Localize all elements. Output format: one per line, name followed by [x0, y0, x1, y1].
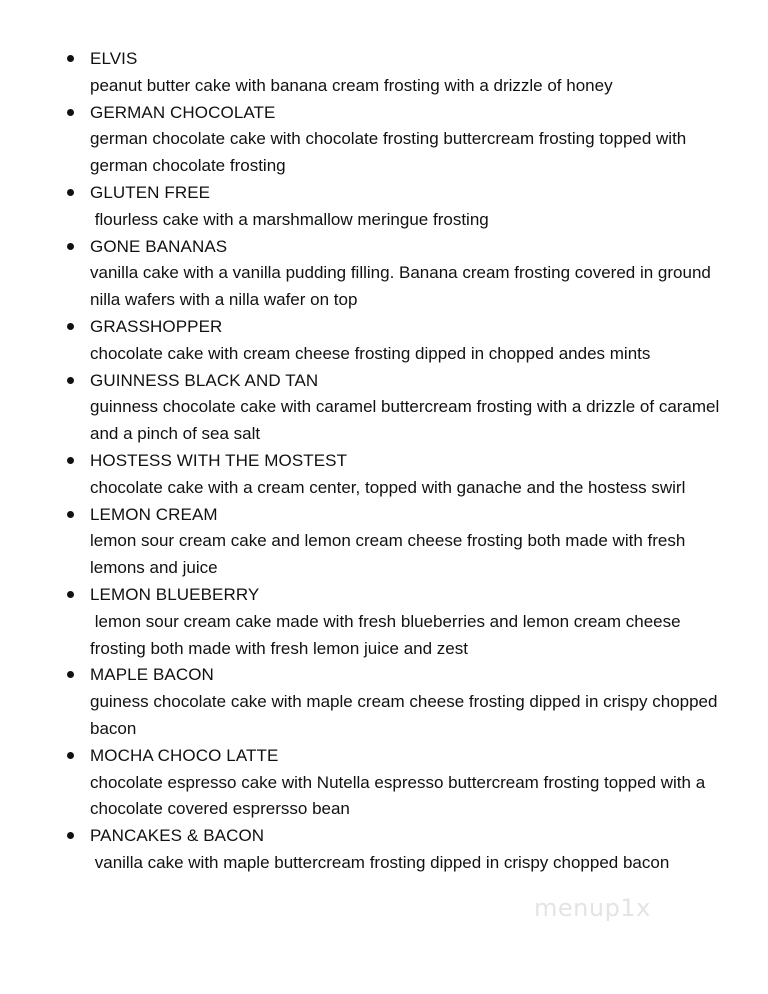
- menu-item-description: chocolate cake with cream cheese frosting dipped in chopped andes mints: [90, 343, 651, 363]
- menu-item-description: lemon sour cream cake and lemon cream cheese frosting both made with fresh lemons and juice: [90, 531, 691, 578]
- menu-item-name: PANCAKES & BACON: [90, 826, 265, 846]
- bullet-icon: [67, 377, 74, 384]
- bullet-icon: [67, 591, 74, 598]
- menu-item: [90, 502, 730, 582]
- menu-item: [90, 743, 730, 823]
- menu-item-description: guinness chocolate cake with caramel buttercream frosting with a drizzle of caramel and a pinch of sea salt: [90, 397, 725, 444]
- menu-item-description: vanilla cake with maple buttercream frosting dipped in crispy chopped bacon: [90, 852, 670, 872]
- cake-menu-list: [90, 46, 730, 877]
- menu-item-name: GONE BANANAS: [90, 236, 228, 256]
- bullet-icon: [67, 457, 74, 464]
- menu-item: [90, 46, 730, 100]
- menu-item-name: GLUTEN FREE: [90, 182, 211, 202]
- menu-item: [90, 662, 730, 742]
- menu-item-name: GUINNESS BLACK AND TAN: [90, 370, 319, 390]
- menu-item-name: GRASSHOPPER: [90, 316, 223, 336]
- menu-item-name: HOSTESS WITH THE MOSTEST: [90, 450, 348, 470]
- menu-item: [90, 823, 730, 877]
- menu-item: [90, 448, 730, 502]
- menu-item-name: MAPLE BACON: [90, 665, 214, 685]
- menu-item-description: flourless cake with a marshmallow meringue frosting: [90, 209, 489, 229]
- bullet-icon: [67, 323, 74, 330]
- menu-item: [90, 234, 730, 314]
- bullet-icon: [67, 832, 74, 839]
- menu-item: [90, 368, 730, 448]
- menu-item-description: chocolate cake with a cream center, topped with ganache and the hostess swirl: [90, 477, 686, 497]
- menu-item: [90, 100, 730, 180]
- bullet-icon: [67, 752, 74, 759]
- bullet-icon: [67, 243, 74, 250]
- menu-item-name: ELVIS: [90, 49, 138, 68]
- menu-item-description: guiness chocolate cake with maple cream cheese frosting dipped in crispy chopped bacon: [90, 692, 723, 738]
- menu-item-name: LEMON CREAM: [90, 504, 218, 524]
- menu-item: [90, 582, 730, 662]
- menu-item: [90, 180, 730, 234]
- menu-item-description: peanut butter cake with banana cream frosting with a drizzle of honey: [90, 75, 613, 95]
- menu-item: [90, 314, 730, 368]
- menu-item-description: chocolate espresso cake with Nutella espresso buttercream frosting topped with a chocolate covered esprersso bean: [90, 772, 710, 819]
- watermark: menup1x: [534, 894, 651, 922]
- bullet-icon: [67, 189, 74, 196]
- bullet-icon: [67, 511, 74, 518]
- menu-item-name: LEMON BLUEBERRY: [90, 584, 260, 604]
- bullet-icon: [67, 109, 74, 116]
- menu-item-description: german chocolate cake with chocolate frosting buttercream frosting topped with german chocolate frosting: [90, 129, 691, 176]
- menu-item-description: lemon sour cream cake made with fresh blueberries and lemon cream cheese frosting both made with fresh lemon juice and zest: [90, 611, 686, 658]
- bullet-icon: [67, 55, 74, 62]
- menu-item-name: GERMAN CHOCOLATE: [90, 102, 276, 122]
- menu-item-description: vanilla cake with a vanilla pudding filling. Banana cream frosting covered in ground nilla wafers with a nilla wafer on top: [90, 263, 716, 310]
- menu-item-name: MOCHA CHOCO LATTE: [90, 745, 279, 765]
- bullet-icon: [67, 671, 74, 678]
